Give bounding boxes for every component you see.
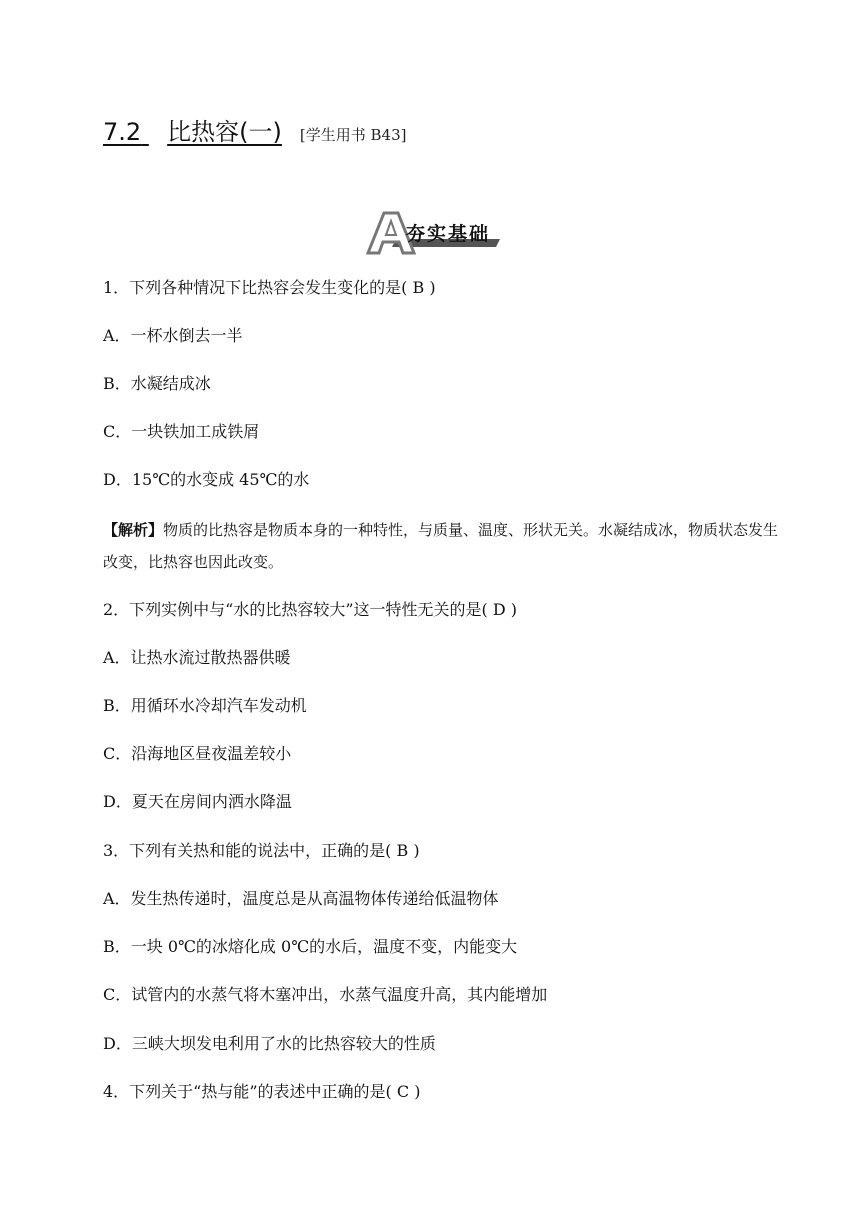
analysis-tag: 【解析】: [103, 521, 164, 539]
section-heading: [103, 112, 407, 144]
book-reference: [学生用书 B43]: [299, 126, 407, 144]
question-2-stem: 2．下列实例中与“水的比热容较大”这一特性无关的是( D ): [103, 600, 518, 619]
question-2-option-a: A．让热水流过散热器供暖: [103, 648, 291, 667]
question-4-stem: 4．下列关于“热与能”的表述中正确的是( C ): [103, 1082, 421, 1101]
question-3-option-b: B．一块 0℃的冰熔化成 0℃的水后，温度不变，内能变大: [103, 937, 518, 956]
question-3-stem: 3．下列有关热和能的说法中，正确的是( B ): [103, 841, 420, 860]
question-3-option-a: A．发生热传递时，温度总是从高温物体传递给低温物体: [103, 889, 499, 908]
question-1-option-a: A．一杯水倒去一半: [103, 326, 243, 345]
section-number: 7.2: [103, 118, 142, 146]
question-2-option-b: B．用循环水冷却汽车发动机: [103, 696, 307, 715]
question-3-option-c: C．试管内的水蒸气将木塞冲出，水蒸气温度升高，其内能增加: [103, 985, 548, 1004]
question-2-option-d: D．夏天在房间内洒水降温: [103, 792, 292, 811]
question-1-option-b: B．水凝结成冰: [103, 374, 211, 393]
section-title: 比热容(一): [167, 118, 282, 146]
section-badge: [366, 209, 500, 257]
question-1-stem: 1．下列各种情况下比热容会发生变化的是( B ): [103, 278, 436, 297]
question-1-option-d: D．15℃的水变成 45℃的水: [103, 470, 310, 489]
question-1-analysis: [103, 514, 783, 578]
analysis-text: 物质的比热容是物质本身的一种特性，与质量、温度、形状无关。水凝结成冰，物质状态发生改变，比热容也因此改变。: [103, 521, 779, 571]
badge-label: 夯实基础: [406, 223, 491, 245]
question-2-option-c: C．沿海地区昼夜温差较小: [103, 744, 292, 763]
question-3-option-d: D．三峡大坝发电利用了水的比热容较大的性质: [103, 1034, 436, 1053]
question-1-option-c: C．一块铁加工成铁屑: [103, 422, 260, 441]
title-underline-gap: [141, 118, 167, 146]
